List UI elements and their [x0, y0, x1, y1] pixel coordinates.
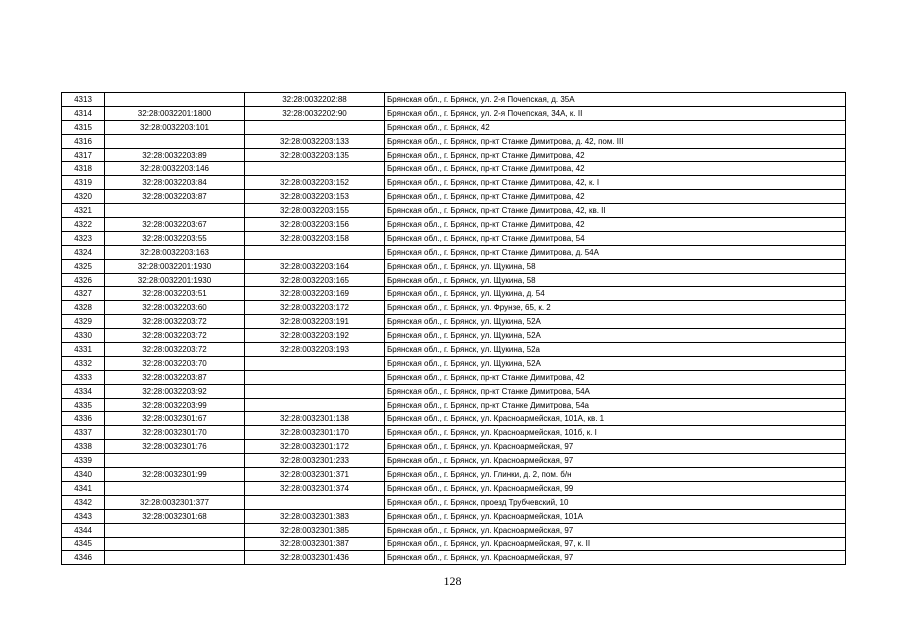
row-number-cell: 4344 [62, 523, 105, 537]
cadastral-number-cell: 32:28:0032203:165 [245, 273, 385, 287]
address-cell: Брянская обл., г. Брянск, пр-кт Станке Димитрова, 54 [385, 231, 846, 245]
address-cell: Брянская обл., г. Брянск, ул. Красноармейская, 99 [385, 481, 846, 495]
cadastral-number-cell: 32:28:0032301:374 [245, 481, 385, 495]
cadastral-number-cell: 32:28:0032301:76 [105, 440, 245, 454]
address-cell: Брянская обл., г. Брянск, ул. Красноармейская, 101б, к. I [385, 426, 846, 440]
cadastral-number-cell [245, 120, 385, 134]
table-row [62, 245, 846, 259]
table-row [62, 523, 846, 537]
row-number-cell: 4321 [62, 204, 105, 218]
cadastral-number-cell: 32:28:0032301:138 [245, 412, 385, 426]
cadastral-number-cell: 32:28:0032203:70 [105, 356, 245, 370]
row-number-cell: 4326 [62, 273, 105, 287]
row-number-cell: 4339 [62, 454, 105, 468]
table-row [62, 495, 846, 509]
page-number: 128 [443, 574, 462, 588]
address-cell: Брянская обл., г. Брянск, ул. Щукина, 52а [385, 343, 846, 357]
table-row [62, 218, 846, 232]
row-number-cell: 4338 [62, 440, 105, 454]
table-row [62, 384, 846, 398]
table-row [62, 426, 846, 440]
table-row [62, 315, 846, 329]
address-cell: Брянская обл., г. Брянск, ул. Щукина, 52А [385, 315, 846, 329]
table-row [62, 551, 846, 565]
table-row [62, 412, 846, 426]
cadastral-number-cell: 32:28:0032203:67 [105, 218, 245, 232]
row-number-cell: 4331 [62, 343, 105, 357]
cadastral-number-cell: 32:28:0032301:99 [105, 468, 245, 482]
address-cell: Брянская обл., г. Брянск, ул. Красноармейская, 101А [385, 509, 846, 523]
cadastral-number-cell: 32:28:0032203:51 [105, 287, 245, 301]
table-row [62, 537, 846, 551]
row-number-cell: 4346 [62, 551, 105, 565]
cadastral-number-cell [245, 162, 385, 176]
cadastral-number-cell: 32:28:0032203:72 [105, 329, 245, 343]
address-cell: Брянская обл., г. Брянск, ул. Щукина, 58 [385, 259, 846, 273]
cadastral-number-cell: 32:28:0032203:135 [245, 148, 385, 162]
address-cell: Брянская обл., г. Брянск, ул. Фрунзе, 65, к. 2 [385, 301, 846, 315]
cadastral-number-cell: 32:28:0032301:68 [105, 509, 245, 523]
cadastral-number-cell: 32:28:0032203:55 [105, 231, 245, 245]
cadastral-number-cell: 32:28:0032203:164 [245, 259, 385, 273]
cadastral-number-cell: 32:28:0032203:155 [245, 204, 385, 218]
cadastral-number-cell: 32:28:0032203:152 [245, 176, 385, 190]
address-cell: Брянская обл., г. Брянск, ул. Щукина, 52А [385, 329, 846, 343]
cadastral-number-cell [105, 551, 245, 565]
cadastral-number-cell [105, 93, 245, 107]
cadastral-number-cell: 32:28:0032203:158 [245, 231, 385, 245]
row-number-cell: 4318 [62, 162, 105, 176]
cadastral-number-cell [245, 384, 385, 398]
records-table-body [62, 93, 846, 565]
cadastral-number-cell: 32:28:0032301:70 [105, 426, 245, 440]
row-number-cell: 4337 [62, 426, 105, 440]
cadastral-number-cell: 32:28:0032203:193 [245, 343, 385, 357]
row-number-cell: 4340 [62, 468, 105, 482]
cadastral-number-cell: 32:28:0032203:89 [105, 148, 245, 162]
address-cell: Брянская обл., г. Брянск, 42 [385, 120, 846, 134]
row-number-cell: 4323 [62, 231, 105, 245]
cadastral-number-cell: 32:28:0032301:233 [245, 454, 385, 468]
address-cell: Брянская обл., г. Брянск, ул. Красноармейская, 97 [385, 454, 846, 468]
address-cell: Брянская обл., г. Брянск, пр-кт Станке Димитрова, д. 42, пом. III [385, 134, 846, 148]
cadastral-number-cell: 32:28:0032301:436 [245, 551, 385, 565]
row-number-cell: 4316 [62, 134, 105, 148]
row-number-cell: 4342 [62, 495, 105, 509]
cadastral-number-cell: 32:28:0032203:192 [245, 329, 385, 343]
address-cell: Брянская обл., г. Брянск, ул. Красноармейская, 97, к. II [385, 537, 846, 551]
row-number-cell: 4341 [62, 481, 105, 495]
cadastral-number-cell: 32:28:0032301:377 [105, 495, 245, 509]
cadastral-number-cell: 32:28:0032301:387 [245, 537, 385, 551]
table-row [62, 301, 846, 315]
address-cell: Брянская обл., г. Брянск, ул. Красноармейская, 97 [385, 440, 846, 454]
row-number-cell: 4313 [62, 93, 105, 107]
table-row [62, 120, 846, 134]
cadastral-number-cell: 32:28:0032202:90 [245, 106, 385, 120]
table-row [62, 329, 846, 343]
cadastral-number-cell: 32:28:0032301:371 [245, 468, 385, 482]
cadastral-number-cell: 32:28:0032301:172 [245, 440, 385, 454]
row-number-cell: 4345 [62, 537, 105, 551]
row-number-cell: 4334 [62, 384, 105, 398]
address-cell: Брянская обл., г. Брянск, проезд Трубчевский, 10 [385, 495, 846, 509]
address-cell: Брянская обл., г. Брянск, пр-кт Станке Димитрова, 42 [385, 218, 846, 232]
row-number-cell: 4329 [62, 315, 105, 329]
cadastral-number-cell: 32:28:0032203:133 [245, 134, 385, 148]
cadastral-number-cell: 32:28:0032301:383 [245, 509, 385, 523]
cadastral-number-cell: 32:28:0032203:163 [105, 245, 245, 259]
row-number-cell: 4319 [62, 176, 105, 190]
cadastral-number-cell: 32:28:0032201:1930 [105, 259, 245, 273]
cadastral-number-cell [245, 245, 385, 259]
cadastral-number-cell [105, 204, 245, 218]
row-number-cell: 4333 [62, 370, 105, 384]
cadastral-number-cell: 32:28:0032203:60 [105, 301, 245, 315]
cadastral-number-cell: 32:28:0032203:87 [105, 370, 245, 384]
table-row [62, 259, 846, 273]
table-row [62, 106, 846, 120]
table-row [62, 148, 846, 162]
table-row [62, 190, 846, 204]
address-cell: Брянская обл., г. Брянск, пр-кт Станке Димитрова, д. 54А [385, 245, 846, 259]
table-row [62, 204, 846, 218]
row-number-cell: 4322 [62, 218, 105, 232]
row-number-cell: 4324 [62, 245, 105, 259]
table-row [62, 454, 846, 468]
row-number-cell: 4330 [62, 329, 105, 343]
cadastral-number-cell: 32:28:0032301:67 [105, 412, 245, 426]
cadastral-number-cell: 32:28:0032203:87 [105, 190, 245, 204]
table-row [62, 481, 846, 495]
table-row [62, 398, 846, 412]
row-number-cell: 4314 [62, 106, 105, 120]
cadastral-number-cell [105, 454, 245, 468]
address-cell: Брянская обл., г. Брянск, ул. Красноармейская, 97 [385, 551, 846, 565]
address-cell: Брянская обл., г. Брянск, ул. Щукина, д. 54 [385, 287, 846, 301]
cadastral-number-cell: 32:28:0032203:169 [245, 287, 385, 301]
row-number-cell: 4332 [62, 356, 105, 370]
cadastral-number-cell [105, 481, 245, 495]
row-number-cell: 4343 [62, 509, 105, 523]
row-number-cell: 4328 [62, 301, 105, 315]
cadastral-number-cell: 32:28:0032301:385 [245, 523, 385, 537]
table-row [62, 176, 846, 190]
row-number-cell: 4315 [62, 120, 105, 134]
cadastral-number-cell: 32:28:0032203:92 [105, 384, 245, 398]
cadastral-number-cell [105, 134, 245, 148]
table-row [62, 162, 846, 176]
cadastral-number-cell: 32:28:0032201:1930 [105, 273, 245, 287]
table-row [62, 231, 846, 245]
cadastral-number-cell [245, 356, 385, 370]
row-number-cell: 4335 [62, 398, 105, 412]
cadastral-number-cell [105, 523, 245, 537]
cadastral-number-cell [245, 370, 385, 384]
address-cell: Брянская обл., г. Брянск, пр-кт Станке Димитрова, 42 [385, 190, 846, 204]
table-row [62, 273, 846, 287]
row-number-cell: 4327 [62, 287, 105, 301]
row-number-cell: 4320 [62, 190, 105, 204]
table-row [62, 134, 846, 148]
cadastral-number-cell [245, 398, 385, 412]
table-row [62, 370, 846, 384]
address-cell: Брянская обл., г. Брянск, ул. Глинки, д. 2, пом. б/н [385, 468, 846, 482]
cadastral-number-cell: 32:28:0032203:191 [245, 315, 385, 329]
cadastral-number-cell: 32:28:0032203:72 [105, 343, 245, 357]
cadastral-number-cell [105, 537, 245, 551]
table-row [62, 93, 846, 107]
address-cell: Брянская обл., г. Брянск, ул. Щукина, 58 [385, 273, 846, 287]
cadastral-number-cell: 32:28:0032203:99 [105, 398, 245, 412]
row-number-cell: 4325 [62, 259, 105, 273]
cadastral-number-cell [245, 495, 385, 509]
table-row [62, 287, 846, 301]
cadastral-number-cell: 32:28:0032203:156 [245, 218, 385, 232]
cadastral-number-cell: 32:28:0032202:88 [245, 93, 385, 107]
address-cell: Брянская обл., г. Брянск, ул. Щукина, 52А [385, 356, 846, 370]
cadastral-number-cell: 32:28:0032203:101 [105, 120, 245, 134]
address-cell: Брянская обл., г. Брянск, пр-кт Станке Димитрова, 42, кв. II [385, 204, 846, 218]
address-cell: Брянская обл., г. Брянск, ул. 2-я Почепская, д. 35А [385, 93, 846, 107]
cadastral-number-cell: 32:28:0032203:146 [105, 162, 245, 176]
address-cell: Брянская обл., г. Брянск, пр-кт Станке Димитрова, 42 [385, 162, 846, 176]
address-cell: Брянская обл., г. Брянск, ул. Красноармейская, 97 [385, 523, 846, 537]
cadastral-number-cell: 32:28:0032203:84 [105, 176, 245, 190]
address-cell: Брянская обл., г. Брянск, ул. Красноармейская, 101А, кв. 1 [385, 412, 846, 426]
address-cell: Брянская обл., г. Брянск, пр-кт Станке Димитрова, 42 [385, 148, 846, 162]
address-cell: Брянская обл., г. Брянск, пр-кт Станке Димитрова, 42, к. I [385, 176, 846, 190]
address-cell: Брянская обл., г. Брянск, пр-кт Станке Димитрова, 42 [385, 370, 846, 384]
row-number-cell: 4317 [62, 148, 105, 162]
records-table [61, 92, 846, 565]
table-row [62, 343, 846, 357]
table-row [62, 356, 846, 370]
row-number-cell: 4336 [62, 412, 105, 426]
address-cell: Брянская обл., г. Брянск, ул. 2-я Почепская, 34А, к. II [385, 106, 846, 120]
address-cell: Брянская обл., г. Брянск, пр-кт Станке Димитрова, 54А [385, 384, 846, 398]
table-row [62, 468, 846, 482]
cadastral-number-cell: 32:28:0032301:170 [245, 426, 385, 440]
address-cell: Брянская обл., г. Брянск, пр-кт Станке Димитрова, 54а [385, 398, 846, 412]
cadastral-number-cell: 32:28:0032203:172 [245, 301, 385, 315]
cadastral-number-cell: 32:28:0032201:1800 [105, 106, 245, 120]
table-row [62, 440, 846, 454]
table-row [62, 509, 846, 523]
cadastral-number-cell: 32:28:0032203:72 [105, 315, 245, 329]
cadastral-number-cell: 32:28:0032203:153 [245, 190, 385, 204]
